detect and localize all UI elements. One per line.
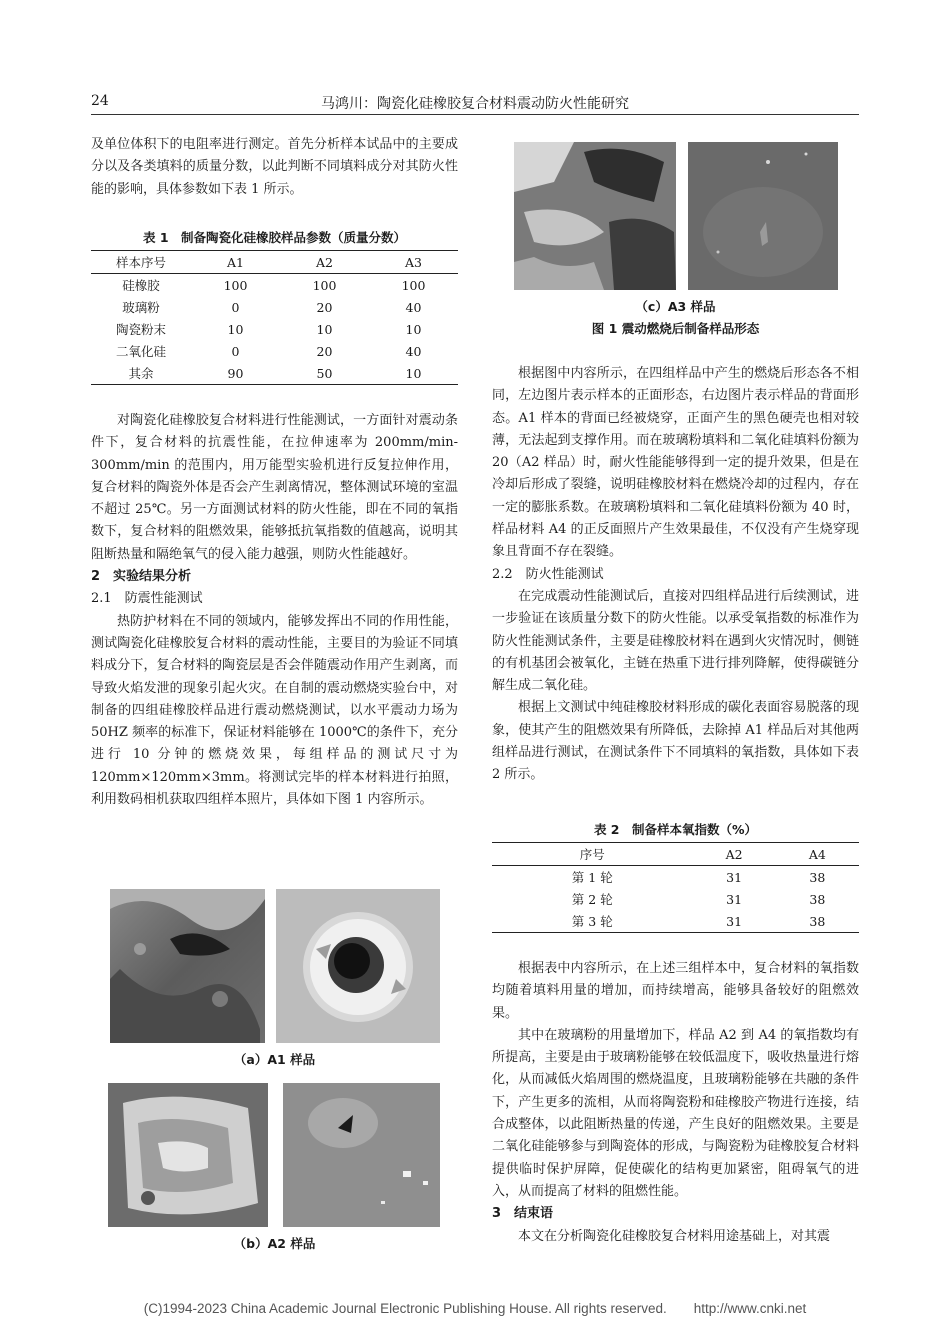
table1-cell: 100 — [312, 277, 337, 293]
table2-cell: 31 — [726, 891, 743, 907]
table1-cell: 40 — [405, 343, 422, 359]
conclusion-paragraph: 本文在分析陶瓷化硅橡胶复合材料用途基础上，对其震 — [518, 1228, 831, 1244]
figure-1-caption: 图 1 震动燃烧后制备样品形态 — [591, 321, 760, 336]
table1-cell: 10 — [405, 321, 422, 337]
section-2-heading: 2 实验结果分析 — [91, 569, 192, 585]
table1-cell: 90 — [191, 362, 280, 385]
header-rule — [91, 114, 859, 115]
table1-cell: 50 — [280, 362, 369, 385]
intro-paragraph: 及单位体积下的电阻率进行测定。首先分析样本试品中的主要成分以及各类填料的质量分数，以此判断不同填料成分对其防火性能的影响，具体参数如下表 1 所示。 — [91, 137, 458, 197]
table-row — [91, 296, 458, 318]
photo-a2-front — [108, 1083, 268, 1227]
left-intro — [91, 134, 458, 201]
table1 — [91, 250, 458, 385]
table-row — [492, 888, 859, 910]
table-row — [492, 866, 859, 889]
table1-header-cell: A3 — [369, 251, 458, 274]
table1-cell: 20 — [316, 343, 333, 359]
section-2-2-paragraph-2: 根据上文测试中纯硅橡胶材料形成的碳化表面容易脱落的现象，使其产生的阻燃效果有所降低，去除掉 A1 样品后对其他两组样品进行测试，在测试条件下不同填料的氧指数，具体如下表 2 所示。 — [492, 700, 859, 783]
table2-cell: 31 — [693, 910, 776, 933]
table2-discussion-paragraph: 根据表中内容所示，在上述三组样本中，复合材料的氧指数均随着填料用量的增加，而持续增高，能够具备较好的阻燃效果。 — [492, 961, 859, 1021]
table-row — [91, 318, 458, 340]
table1-header-cell: A1 — [191, 251, 280, 274]
left-body — [91, 410, 458, 811]
table-row — [492, 910, 859, 933]
table1-cell: 100 — [401, 277, 426, 293]
table1-cell: 10 — [316, 321, 333, 337]
table-row — [91, 362, 458, 385]
section-2-1-paragraph: 热防护材料在不同的领域内，能够发挥出不同的作用性能，测试陶瓷化硅橡胶复合材料的震动性能，主要目的为验证不同填料成分下，复合材料的陶瓷层是否会伴随震动作用产生剥离，而导致火焰发泄的现象引起火灾。在自制的震动燃烧实验台中，对制备的四组硅橡胶样品进行震动燃烧测试，以水平震动力场为 50HZ 频率的标准下，保证材料能够在 1000℃的条件下，充分进行 10 分钟的燃烧效果，每组样品的测试尺寸为 120mm×120mm×3mm。将测试完毕的样本材料进行拍照，利用数码相机获取四组样本照片，具体如下图 1 内容所示。 — [91, 613, 458, 808]
table1-cell: 0 — [231, 343, 240, 359]
section-3-heading: 3 结束语 — [492, 1206, 554, 1222]
table1-cell: 玻璃粉 — [122, 300, 160, 315]
caption-a3: （c）A3 样品 — [635, 299, 716, 314]
photo-a3-front — [514, 142, 676, 290]
table2-cell: 第 1 轮 — [571, 870, 613, 885]
copyright-footer: (C)1994-2023 China Academic Journal Electronic Publishing House. All rights reserved. http://www.cnki.net — [143, 1301, 807, 1316]
table1-cell: 陶瓷粉末 — [115, 322, 166, 337]
table1-cell: 10 — [227, 321, 244, 337]
table1-caption: 表 1 制备陶瓷化硅橡胶样品参数（质量分数） — [142, 230, 407, 245]
table1-cell: 二氧化硅 — [115, 344, 166, 359]
table1-header-cell: A2 — [280, 251, 369, 274]
photo-a1-front — [110, 889, 265, 1043]
table2-cell: 第 3 轮 — [492, 910, 693, 933]
table2-cell: 31 — [726, 869, 743, 885]
table2 — [492, 842, 859, 933]
section-2-2-paragraph-1: 在完成震动性能测试后，直接对四组样品进行后续测试，进一步验证在该质量分数下的防火性能。以承受氧指数的标准作为防火性能测试条件，主要是硅橡胶材料在遇到火灾情况时，侧链的有机基团会被氧化，主链在热重下进行排列降解，使得碳链分解生成二氧化硅。 — [492, 588, 859, 694]
table-row — [91, 340, 458, 362]
table1-cell: 其余 — [91, 362, 191, 385]
section-2-1-heading: 2.1 防震性能测试 — [91, 591, 203, 607]
glass-powder-paragraph: 其中在玻璃粉的用量增加下，样品 A2 到 A4 的氧指数均有所提高，主要是由于玻璃粉能够在较低温度下，吸收热量进行熔化，从而减低火焰周围的燃烧温度，且玻璃粉能够在共融的条件下，产生更多的流相，从而将陶瓷粉和硅橡胶产物进行连接，结合成整体，以此阻断热量的传递，产生良好的阻燃效果。主要是二氧化硅能够参与到陶瓷体的形成，与陶瓷粉为硅橡胶复合材料提供临时保护屏障，促使碳化的结构更加紧密，阻碍氧气的进入，从而提高了材料的阻燃性能。 — [492, 1027, 859, 1199]
test-paragraph: 对陶瓷化硅橡胶复合材料进行性能测试，一方面针对震动条件下，复合材料的抗震性能，在拉伸速率为 200mm/min-300mm/min 的范围内，用万能型实验机进行反复拉伸作用，复合材料的陶瓷外体是否会产生剥离情况，整体测试环境的室温不超过 25℃。另一方面测试材料的防火性能，即在不同的氧指数下，复合材料的阻燃效果，能够抵抗氧指数的值越高，说明其阻断热量和隔绝氧气的侵入能力越强，则防火性能越好。 — [91, 413, 458, 562]
table2-caption: 表 2 制备样本氧指数（%） — [593, 822, 758, 837]
table2-header-cell: A4 — [776, 843, 859, 866]
right-body-2 — [492, 958, 859, 1248]
table1-cell: 20 — [316, 299, 333, 315]
running-title: 马鸿川：陶瓷化硅橡胶复合材料震动防火性能研究 — [321, 96, 629, 112]
table1-header-cell: 样本序号 — [91, 251, 191, 274]
caption-a1: （a）A1 样品 — [233, 1052, 316, 1067]
table1-cell: 0 — [231, 299, 240, 315]
table2-cell: 38 — [776, 910, 859, 933]
table2-header-cell: 序号 — [492, 843, 693, 866]
caption-a2: （b）A2 样品 — [233, 1236, 316, 1251]
table2-cell: 第 2 轮 — [571, 892, 613, 907]
table1-cell: 100 — [223, 277, 248, 293]
photo-a2-back — [283, 1083, 440, 1227]
section-2-2-heading: 2.2 防火性能测试 — [492, 566, 604, 582]
table1-cell: 硅橡胶 — [122, 278, 160, 293]
table2-cell: 38 — [809, 891, 826, 907]
table1-cell: 10 — [369, 362, 458, 385]
table2-header-cell: A2 — [693, 843, 776, 866]
figure-discussion-paragraph: 根据图中内容所示，在四组样品中产生的燃烧后形态各不相同，左边图片表示样本的正面形态，右边图片表示样品的背面形态。A1 样本的背面已经被烧穿，正面产生的黑色硬壳也相对较薄，无法起到支撑作用。而在玻璃粉填料和二氧化硅填料份额为 20（A2 样品）时，耐火性能能够得到一定的提升效果，但是在冷却后形成了裂缝，说明硅橡胶材料在燃烧冷却的过程内，存在一定的膨胀系数。在玻璃粉填料和二氧化硅填料份额为 40 时，样品材料 A4 的正反面照片产生效果最佳，不仅没有产生烧穿现象且背面不存在裂缝。 — [492, 366, 859, 560]
table1-cell: 40 — [405, 299, 422, 315]
right-body — [492, 363, 859, 787]
photo-a1-back — [276, 889, 440, 1043]
table2-cell: 38 — [809, 869, 826, 885]
page-number: 24 — [91, 93, 109, 109]
table-row — [91, 274, 458, 297]
photo-a3-back — [688, 142, 838, 290]
